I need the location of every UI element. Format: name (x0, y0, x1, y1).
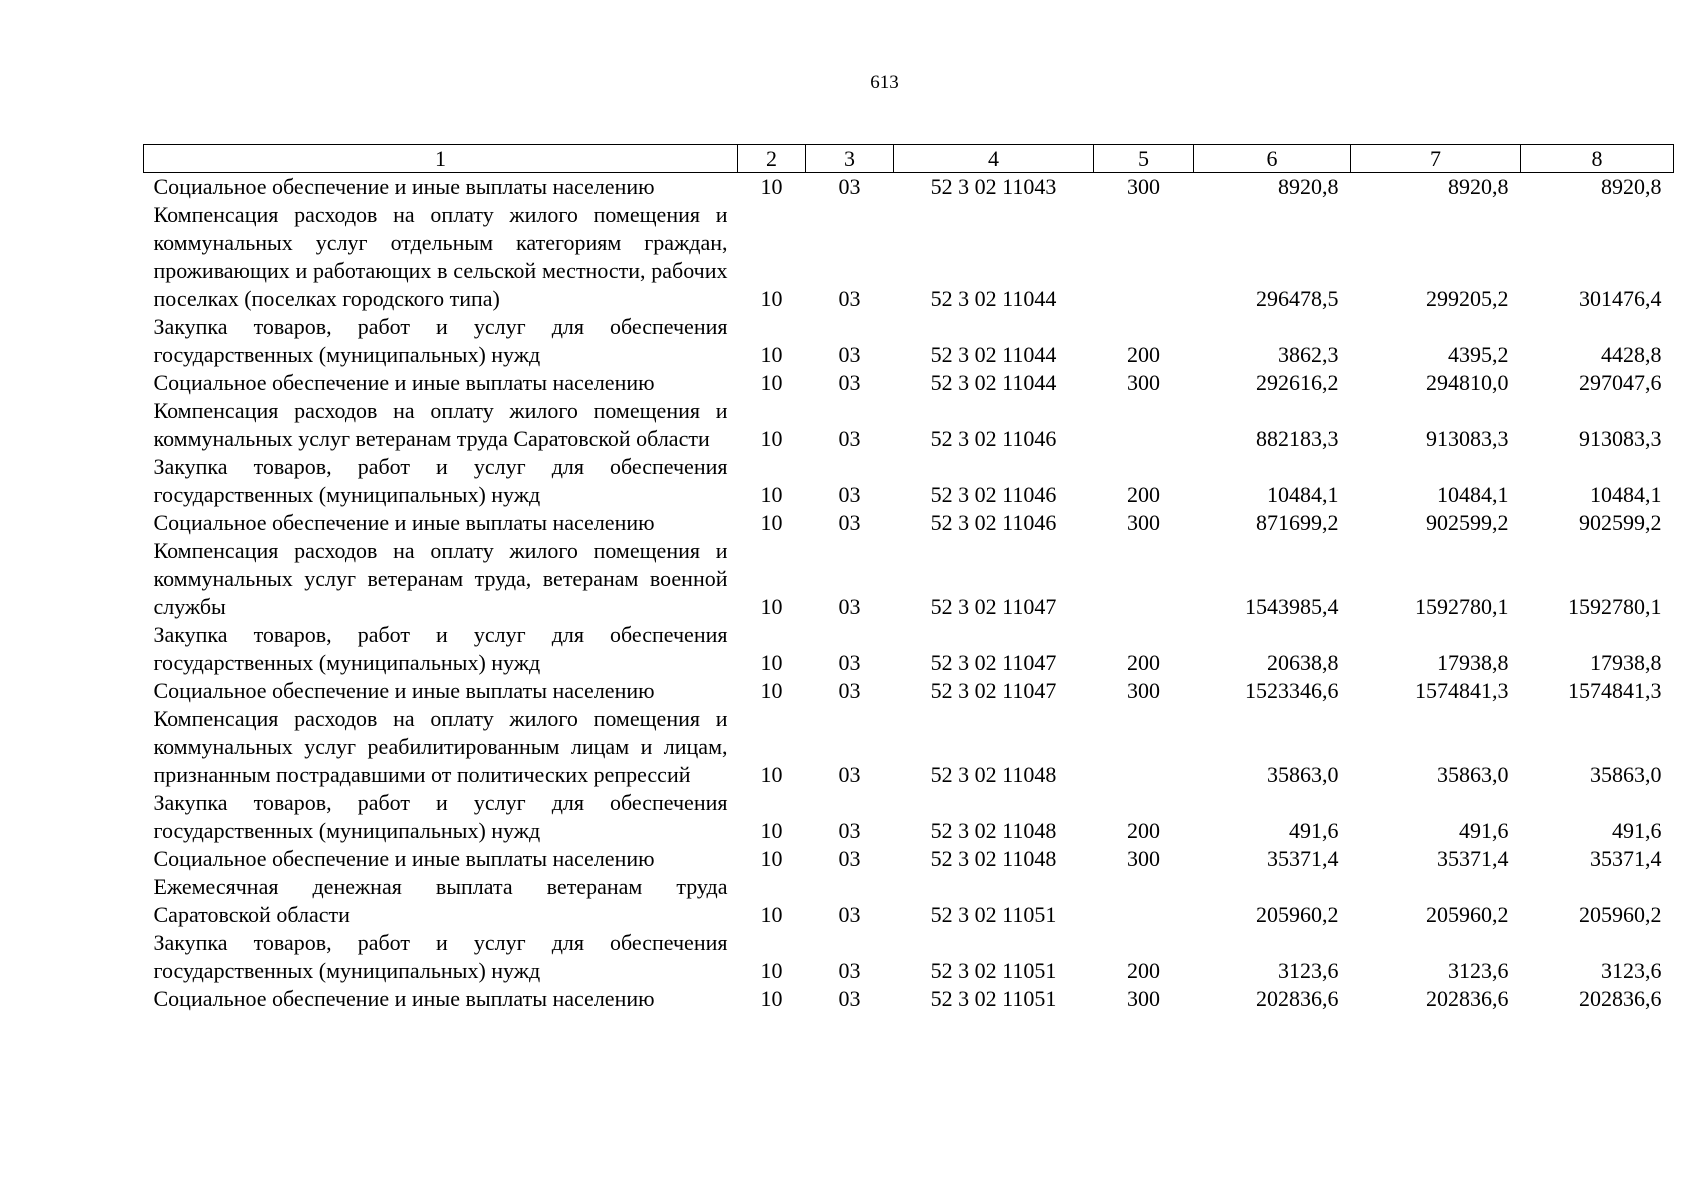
target-article-code: 52 3 02 11046 (930, 426, 1057, 451)
section-code: 10 (760, 510, 783, 535)
subsection-code: 03 (838, 650, 861, 675)
column-header-2: 2 (738, 145, 806, 173)
row-name: Социальное обеспечение и иные выплаты населению (153, 846, 655, 871)
amount-column-7: 205960,2 (1426, 902, 1509, 927)
target-article-code: 52 3 02 11046 (930, 510, 1057, 535)
table-row (144, 313, 1674, 369)
row-name: Компенсация расходов на оплату жилого помещения и коммунальных услуг реабилитированным лицам и лицам, признанным пострадавшими от политических репрессий (153, 706, 728, 787)
amount-column-7: 3123,6 (1448, 958, 1509, 983)
subsection-code: 03 (838, 958, 861, 983)
target-article-code: 52 3 02 11051 (930, 958, 1057, 983)
amount-column-8: 35371,4 (1590, 846, 1662, 871)
amount-column-6: 882183,3 (1256, 426, 1339, 451)
section-code: 10 (760, 986, 783, 1011)
amount-column-6: 8920,8 (1278, 174, 1339, 199)
section-code: 10 (760, 174, 783, 199)
amount-column-6: 35863,0 (1267, 762, 1339, 787)
row-name: Закупка товаров, работ и услуг для обеспечения государственных (муниципальных) нужд (153, 454, 728, 507)
subsection-code: 03 (838, 174, 861, 199)
amount-column-8: 10484,1 (1590, 482, 1662, 507)
amount-column-8: 1574841,3 (1568, 678, 1662, 703)
subsection-code: 03 (838, 342, 861, 367)
expense-type-code (1094, 201, 1194, 313)
subsection-code: 03 (838, 286, 861, 311)
amount-column-6: 3123,6 (1278, 958, 1339, 983)
target-article-code: 52 3 02 11044 (930, 342, 1057, 367)
target-article-code: 52 3 02 11046 (930, 482, 1057, 507)
row-name: Социальное обеспечение и иные выплаты населению (153, 510, 655, 535)
expense-type-code: 300 (1127, 846, 1160, 871)
amount-column-8: 1592780,1 (1568, 594, 1662, 619)
expense-type-code: 200 (1127, 650, 1160, 675)
table-row (144, 929, 1674, 985)
amount-column-7: 35863,0 (1437, 762, 1509, 787)
amount-column-8: 902599,2 (1579, 510, 1662, 535)
amount-column-6: 205960,2 (1256, 902, 1339, 927)
table-header-row (144, 145, 1674, 173)
amount-column-8: 205960,2 (1579, 902, 1662, 927)
row-name: Закупка товаров, работ и услуг для обеспечения государственных (муниципальных) нужд (153, 790, 728, 843)
target-article-code: 52 3 02 11047 (930, 678, 1057, 703)
amount-column-7: 4395,2 (1448, 342, 1509, 367)
table-row (144, 621, 1674, 677)
target-article-code: 52 3 02 11048 (930, 818, 1057, 843)
target-article-code: 52 3 02 11048 (930, 762, 1057, 787)
amount-column-6: 3862,3 (1278, 342, 1339, 367)
expense-type-code: 200 (1127, 958, 1160, 983)
amount-column-6: 1543985,4 (1245, 594, 1339, 619)
column-header-5: 5 (1094, 145, 1194, 173)
column-header-7: 7 (1351, 145, 1521, 173)
column-header-6: 6 (1194, 145, 1351, 173)
target-article-code: 52 3 02 11044 (930, 286, 1057, 311)
expense-type-code (1094, 873, 1194, 929)
table-row (144, 397, 1674, 453)
amount-column-6: 202836,6 (1256, 986, 1339, 1011)
subsection-code: 03 (838, 902, 861, 927)
expense-type-code (1094, 705, 1194, 789)
section-code: 10 (760, 342, 783, 367)
row-name: Закупка товаров, работ и услуг для обеспечения государственных (муниципальных) нужд (153, 930, 728, 983)
table-row (144, 509, 1674, 537)
table-row (144, 201, 1674, 313)
amount-column-7: 1592780,1 (1415, 594, 1509, 619)
amount-column-8: 491,6 (1612, 818, 1662, 843)
expense-type-code: 200 (1127, 482, 1160, 507)
row-name: Закупка товаров, работ и услуг для обеспечения государственных (муниципальных) нужд (153, 622, 728, 675)
section-code: 10 (760, 902, 783, 927)
expense-type-code: 200 (1127, 818, 1160, 843)
row-name: Социальное обеспечение и иные выплаты населению (153, 986, 655, 1011)
section-code: 10 (760, 650, 783, 675)
row-name: Компенсация расходов на оплату жилого помещения и коммунальных услуг отдельным категориям граждан, проживающих и работающих в сельской местности, рабочих поселках (поселках городского типа) (153, 202, 728, 311)
amount-column-8: 202836,6 (1579, 986, 1662, 1011)
amount-column-6: 292616,2 (1256, 370, 1339, 395)
subsection-code: 03 (838, 370, 861, 395)
amount-column-6: 871699,2 (1256, 510, 1339, 535)
target-article-code: 52 3 02 11051 (930, 986, 1057, 1011)
amount-column-8: 17938,8 (1590, 650, 1662, 675)
amount-column-7: 8920,8 (1448, 174, 1509, 199)
amount-column-7: 17938,8 (1437, 650, 1509, 675)
section-code: 10 (760, 678, 783, 703)
expense-type-code: 300 (1127, 510, 1160, 535)
target-article-code: 52 3 02 11044 (930, 370, 1057, 395)
table-row (144, 985, 1674, 1013)
amount-column-8: 3123,6 (1601, 958, 1662, 983)
amount-column-7: 202836,6 (1426, 986, 1509, 1011)
table-row (144, 537, 1674, 621)
subsection-code: 03 (838, 762, 861, 787)
amount-column-8: 301476,4 (1579, 286, 1662, 311)
section-code: 10 (760, 762, 783, 787)
amount-column-8: 913083,3 (1579, 426, 1662, 451)
subsection-code: 03 (838, 986, 861, 1011)
target-article-code: 52 3 02 11048 (930, 846, 1057, 871)
table-row (144, 173, 1674, 202)
amount-column-6: 10484,1 (1267, 482, 1339, 507)
amount-column-7: 491,6 (1459, 818, 1509, 843)
table-row (144, 677, 1674, 705)
section-code: 10 (760, 286, 783, 311)
row-name: Компенсация расходов на оплату жилого помещения и коммунальных услуг ветеранам труда, ветеранам военной службы (153, 538, 728, 619)
section-code: 10 (760, 370, 783, 395)
amount-column-7: 902599,2 (1426, 510, 1509, 535)
section-code: 10 (760, 958, 783, 983)
subsection-code: 03 (838, 510, 861, 535)
section-code: 10 (760, 482, 783, 507)
subsection-code: 03 (838, 426, 861, 451)
row-name: Социальное обеспечение и иные выплаты населению (153, 678, 655, 703)
row-name: Компенсация расходов на оплату жилого помещения и коммунальных услуг ветеранам труда Саратовской области (153, 398, 728, 451)
table-row (144, 453, 1674, 509)
amount-column-7: 294810,0 (1426, 370, 1509, 395)
section-code: 10 (760, 426, 783, 451)
amount-column-7: 913083,3 (1426, 426, 1509, 451)
section-code: 10 (760, 594, 783, 619)
amount-column-7: 1574841,3 (1415, 678, 1509, 703)
column-header-3: 3 (806, 145, 894, 173)
subsection-code: 03 (838, 594, 861, 619)
table-row (144, 789, 1674, 845)
expense-type-code: 300 (1127, 370, 1160, 395)
row-name: Социальное обеспечение и иные выплаты населению (153, 370, 655, 395)
table-row (144, 369, 1674, 397)
expense-type-code (1094, 397, 1194, 453)
column-header-1: 1 (144, 145, 738, 173)
amount-column-6: 296478,5 (1256, 286, 1339, 311)
amount-column-8: 4428,8 (1601, 342, 1662, 367)
row-name: Закупка товаров, работ и услуг для обеспечения государственных (муниципальных) нужд (153, 314, 728, 367)
amount-column-6: 20638,8 (1267, 650, 1339, 675)
target-article-code: 52 3 02 11051 (930, 902, 1057, 927)
amount-column-6: 491,6 (1289, 818, 1339, 843)
table-row (144, 705, 1674, 789)
target-article-code: 52 3 02 11043 (930, 174, 1057, 199)
page-number: 613 (870, 72, 899, 93)
amount-column-7: 35371,4 (1437, 846, 1509, 871)
amount-column-8: 35863,0 (1590, 762, 1662, 787)
target-article-code: 52 3 02 11047 (930, 650, 1057, 675)
amount-column-7: 10484,1 (1437, 482, 1509, 507)
amount-column-6: 35371,4 (1267, 846, 1339, 871)
table-row (144, 845, 1674, 873)
column-header-4: 4 (894, 145, 1094, 173)
amount-column-6: 1523346,6 (1245, 678, 1339, 703)
section-code: 10 (760, 818, 783, 843)
expense-type-code: 300 (1127, 678, 1160, 703)
table-body (144, 173, 1674, 1014)
expense-type-code: 300 (1127, 986, 1160, 1011)
subsection-code: 03 (838, 482, 861, 507)
section-code: 10 (760, 846, 783, 871)
amount-column-8: 297047,6 (1579, 370, 1662, 395)
expense-type-code: 200 (1127, 342, 1160, 367)
column-header-8: 8 (1521, 145, 1674, 173)
subsection-code: 03 (838, 846, 861, 871)
row-name: Социальное обеспечение и иные выплаты населению (153, 174, 655, 199)
budget-table (143, 144, 1674, 1013)
target-article-code: 52 3 02 11047 (930, 594, 1057, 619)
row-name: Ежемесячная денежная выплата ветеранам труда Саратовской области (153, 874, 728, 927)
subsection-code: 03 (838, 818, 861, 843)
amount-column-7: 299205,2 (1426, 286, 1509, 311)
amount-column-8: 8920,8 (1601, 174, 1662, 199)
expense-type-code (1094, 537, 1194, 621)
subsection-code: 03 (838, 678, 861, 703)
expense-type-code: 300 (1127, 174, 1160, 199)
table-row (144, 873, 1674, 929)
